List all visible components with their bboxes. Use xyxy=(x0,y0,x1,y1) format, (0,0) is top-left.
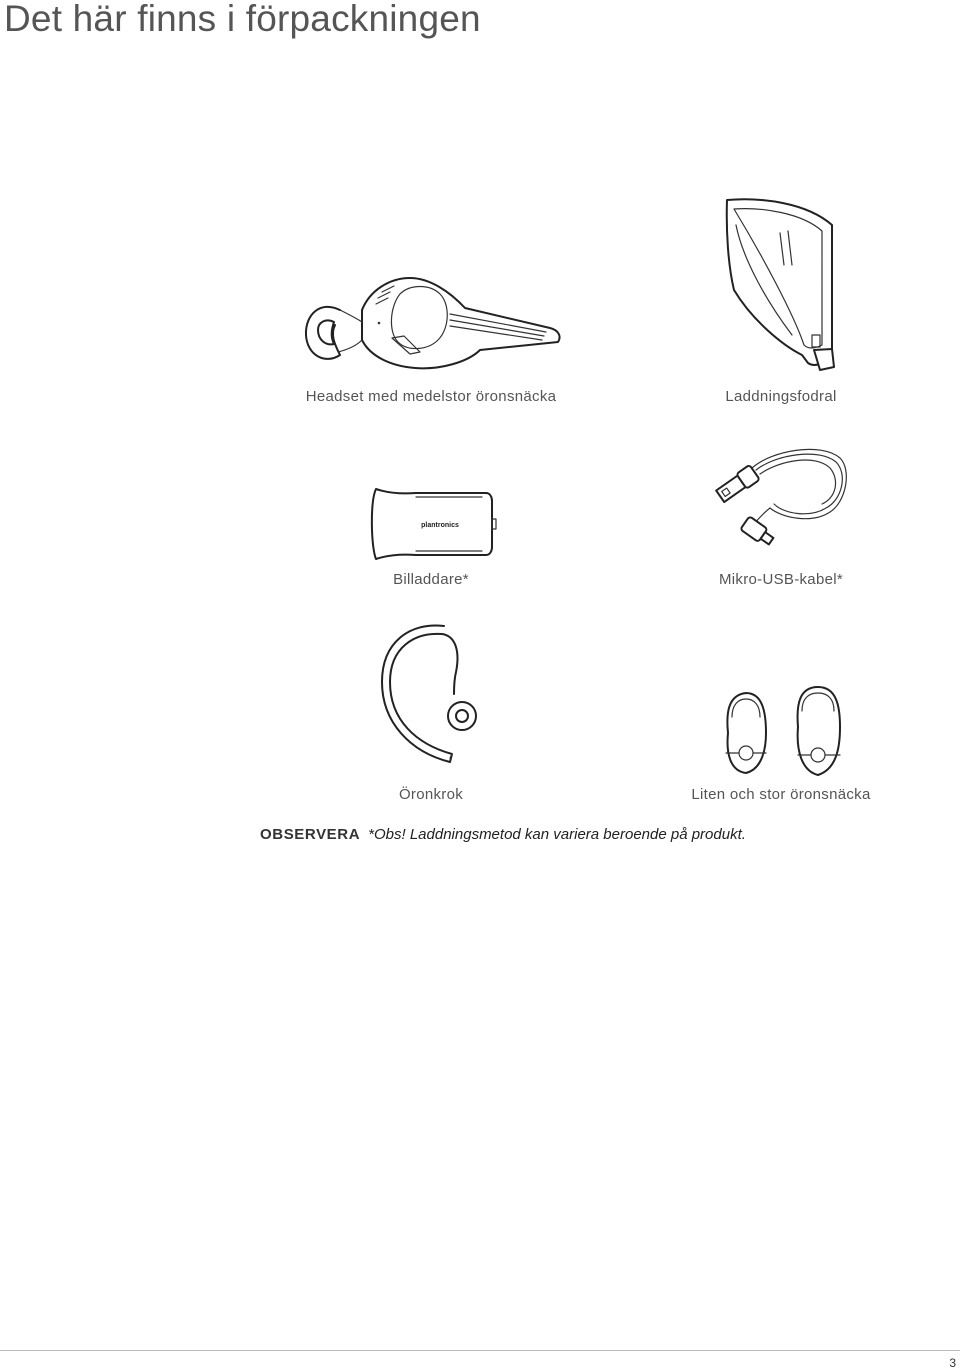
caption-ear-hook: Öronkrok xyxy=(398,786,464,803)
note-label: OBSERVERA xyxy=(260,826,361,843)
charging-case-icon xyxy=(722,195,842,375)
caption-car-charger: Billaddare* xyxy=(393,571,469,588)
headset-icon xyxy=(300,270,570,380)
caption-ear-tips: Liten och stor öronsnäcka xyxy=(691,786,871,803)
brand-label: plantronics xyxy=(421,522,459,529)
caption-charging-case: Laddningsfodral xyxy=(725,388,837,405)
footer-divider xyxy=(0,1350,960,1351)
page-number: 3 xyxy=(949,1356,956,1370)
ear-tips-icon xyxy=(722,683,842,783)
car-charger-icon xyxy=(368,487,498,562)
note-text: *Obs! Laddningsmetod kan variera beroende på produkt. xyxy=(368,826,746,843)
caption-headset: Headset med medelstor öronsnäcka xyxy=(305,388,557,405)
page-title: Det här finns i förpackningen xyxy=(4,0,481,39)
ear-hook-icon xyxy=(380,622,490,772)
caption-usb-cable: Mikro-USB-kabel* xyxy=(719,571,843,588)
usb-cable-icon xyxy=(712,440,852,560)
note xyxy=(260,826,746,843)
